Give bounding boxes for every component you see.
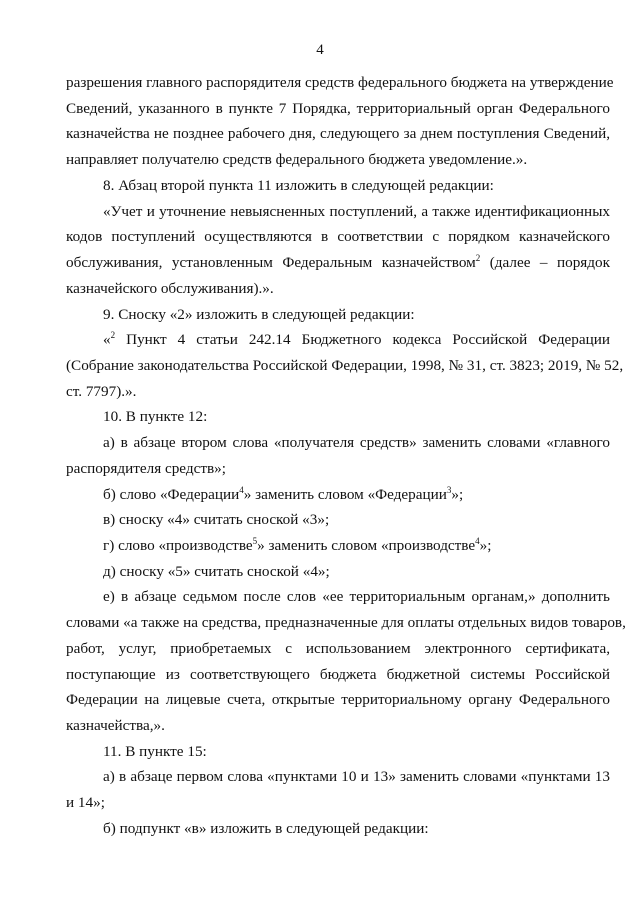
text-segment: Пункт 4 статьи 242.14 Бюджетного кодекса Российской Федерации [115, 331, 610, 349]
page-number: 4 [316, 42, 324, 58]
footnote-marker: 4 [239, 484, 244, 495]
footnote-marker: 5 [252, 536, 258, 546]
text-line: распорядителя средств»; [66, 459, 226, 477]
text-line: 11. В пункте 15: [103, 742, 207, 760]
text-line: в) сноску «4» считать сноской «3»; [103, 511, 330, 529]
text-segment: б) слово «Федерации [103, 485, 240, 503]
text-segment: » заменить словом «производстве [257, 537, 476, 554]
text-line [103, 537, 610, 555]
text-line: «Учет и уточнение невыясненных поступлений, а также идентификационных [103, 202, 610, 220]
text-line: поступающие из соответствующего бюджета бюджетной системы Российской [66, 665, 610, 683]
text-line: е) в абзаце седьмом после слов «ее территориальным органам,» дополнить [103, 588, 610, 606]
footnote-marker: 2 [110, 330, 116, 341]
text-segment: г) слово «производстве [103, 537, 253, 554]
footnote-marker: 3 [446, 484, 452, 495]
text-segment: обслуживания, установленным Федеральным казначейством [66, 254, 476, 271]
text-line: б) подпункт «в» изложить в следующей редакции: [103, 819, 429, 837]
text-line: казначейского обслуживания).». [66, 279, 274, 297]
text-line [103, 331, 610, 349]
text-line: а) в абзаце втором слова «получателя средств» заменить словами «главного [103, 434, 610, 452]
text-line: Сведений, указанного в пункте 7 Порядка, территориальный орган Федерального [66, 99, 610, 117]
text-line: словами «а также на средства, предназначенные для оплаты отдельных видов товаров, [66, 614, 626, 632]
text-line: казначейства,». [66, 717, 165, 734]
text-line: 8. Абзац второй пункта 11 изложить в следующей редакции: [103, 176, 494, 194]
text-line: ст. 7797).». [66, 382, 137, 400]
text-line: д) сноску «5» считать сноской «4»; [103, 562, 330, 580]
text-segment: »; [479, 537, 492, 554]
text-line: и 14»; [66, 794, 105, 812]
text-segment: (далее – порядок [480, 254, 610, 271]
text-line [66, 254, 610, 272]
text-line: (Собрание законодательства Российской Федерации, 1998, № 31, ст. 3823; 2019, № 52, [66, 356, 624, 374]
text-line: а) в абзаце первом слова «пунктами 10 и 13» заменить словами «пунктами 13 [103, 768, 610, 786]
text-line: разрешения главного распорядителя средств федерального бюджета на утверждение [66, 74, 614, 91]
text-line: работ, услуг, приобретаемых с использованием электронного сертификата, [66, 639, 610, 657]
text-line: кодов поступлений осуществляются в соответствии с порядком казначейского [66, 228, 610, 246]
text-line: направляет получателю средств федерального бюджета уведомление.». [66, 151, 528, 169]
text-segment: » заменить словом «Федерации [243, 485, 447, 503]
footnote-marker: 2 [475, 253, 481, 263]
text-line: Федерации на лицевые счета, открытые территориальному органу Федерального [66, 691, 610, 709]
text-line: 9. Сноску «2» изложить в следующей редакции: [103, 305, 415, 323]
text-segment: »; [451, 485, 464, 503]
text-segment: « [103, 331, 111, 349]
text-line: казначейства не позднее рабочего дня, следующего за днем поступления Сведений, [66, 125, 610, 143]
text-line [103, 486, 610, 504]
footnote-marker: 4 [475, 536, 480, 546]
text-line: 10. В пункте 12: [103, 408, 208, 426]
